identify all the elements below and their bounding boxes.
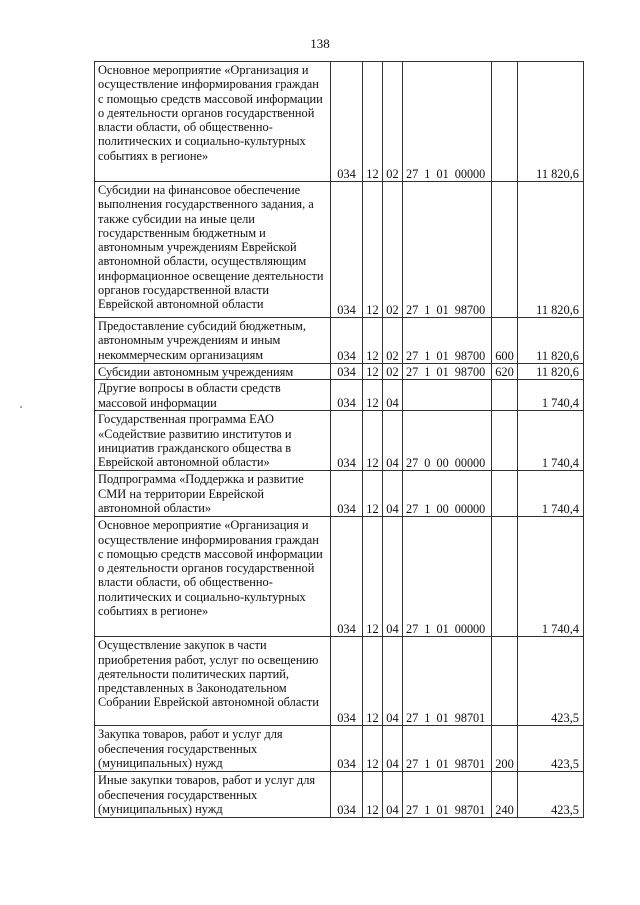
row-name: Основное мероприятие «Организация и осуществление информирования граждан с помощью средств массовой информации о деятельности органов государственной власти области, об общественно-политических и социально-культурных событиях в регионе» (95, 62, 331, 182)
target-article-code: 27 1 01 00000 (403, 62, 492, 182)
target-article-code: 27 1 01 98701 (403, 772, 492, 818)
section-code: 12 (363, 772, 383, 818)
row-name: Осуществление закупок в части приобретения работ, услуг по освещению деятельности политических партий, представленных в Законодательном Собрании Еврейской автономной области (95, 637, 331, 726)
expense-type-code (492, 182, 518, 318)
expense-type-code (492, 471, 518, 517)
expense-type-code: 620 (492, 364, 518, 380)
target-article-code: 27 1 01 98701 (403, 726, 492, 772)
expense-type-code (492, 517, 518, 637)
amount: 423,5 (518, 726, 584, 772)
section-code: 12 (363, 411, 383, 471)
row-name: Основное мероприятие «Организация и осуществление информирования граждан с помощью средств массовой информации о деятельности органов государственной власти области, об общественно-политических и социально-культурных событиях в регионе» (95, 517, 331, 637)
ministry-code: 034 (331, 364, 363, 380)
expense-type-code (492, 62, 518, 182)
section-code: 12 (363, 364, 383, 380)
expense-type-code: 240 (492, 772, 518, 818)
subsection-code: 04 (383, 637, 403, 726)
section-code: 12 (363, 517, 383, 637)
table-row (95, 517, 584, 637)
target-article-code: 27 1 00 00000 (403, 471, 492, 517)
ministry-code: 034 (331, 772, 363, 818)
target-article-code: 27 1 01 98701 (403, 637, 492, 726)
section-code: 12 (363, 182, 383, 318)
row-name: Подпрограмма «Поддержка и развитие СМИ на территории Еврейской автономной области» (95, 471, 331, 517)
row-name: Государственная программа ЕАО «Содействие развитию институтов и инициатив гражданского общества в Еврейской автономной области» (95, 411, 331, 471)
table-row (95, 637, 584, 726)
table-row (95, 380, 584, 411)
subsection-code: 04 (383, 772, 403, 818)
table-row (95, 726, 584, 772)
page-number: 138 (310, 36, 330, 51)
expense-type-code (492, 637, 518, 726)
target-article-code: 27 1 01 98700 (403, 364, 492, 380)
expense-type-code: 200 (492, 726, 518, 772)
ministry-code: 034 (331, 182, 363, 318)
row-name: Закупка товаров, работ и услуг для обеспечения государственных (муниципальных) нужд (95, 726, 331, 772)
section-code: 12 (363, 380, 383, 411)
section-code: 12 (363, 637, 383, 726)
subsection-code: 02 (383, 62, 403, 182)
subsection-code: 04 (383, 411, 403, 471)
target-article-code (403, 380, 492, 411)
row-name: Субсидии на финансовое обеспечение выполнения государственного задания, а также субсидии на иные цели государственным бюджетным и автономным учреждениям Еврейской автономной области, осуществляющим информационное освещение деятельности органов государственной власти Еврейской автономной области (95, 182, 331, 318)
expense-type-code (492, 411, 518, 471)
table-row (95, 364, 584, 380)
table-row (95, 62, 584, 182)
subsection-code: 04 (383, 380, 403, 411)
expense-type-code: 600 (492, 318, 518, 364)
amount: 1 740,4 (518, 471, 584, 517)
scan-speck (20, 406, 22, 408)
ministry-code: 034 (331, 62, 363, 182)
amount: 423,5 (518, 772, 584, 818)
subsection-code: 02 (383, 364, 403, 380)
amount: 11 820,6 (518, 364, 584, 380)
row-name: Предоставление субсидий бюджетным, автономным учреждениям и иным некоммерческим организациям (95, 318, 331, 364)
ministry-code: 034 (331, 318, 363, 364)
target-article-code: 27 1 01 98700 (403, 182, 492, 318)
section-code: 12 (363, 318, 383, 364)
amount: 11 820,6 (518, 62, 584, 182)
table-row (95, 772, 584, 818)
subsection-code: 02 (383, 182, 403, 318)
ministry-code: 034 (331, 411, 363, 471)
amount: 1 740,4 (518, 517, 584, 637)
section-code: 12 (363, 62, 383, 182)
subsection-code: 04 (383, 471, 403, 517)
subsection-code: 04 (383, 726, 403, 772)
amount: 1 740,4 (518, 380, 584, 411)
expense-type-code (492, 380, 518, 411)
ministry-code: 034 (331, 380, 363, 411)
subsection-code: 02 (383, 318, 403, 364)
ministry-code: 034 (331, 471, 363, 517)
table-row (95, 471, 584, 517)
section-code: 12 (363, 726, 383, 772)
budget-table (94, 61, 584, 818)
subsection-code: 04 (383, 517, 403, 637)
amount: 1 740,4 (518, 411, 584, 471)
ministry-code: 034 (331, 726, 363, 772)
ministry-code: 034 (331, 517, 363, 637)
row-name: Иные закупки товаров, работ и услуг для обеспечения государственных (муниципальных) нужд (95, 772, 331, 818)
table-row (95, 182, 584, 318)
target-article-code: 27 1 01 98700 (403, 318, 492, 364)
ministry-code: 034 (331, 637, 363, 726)
amount: 11 820,6 (518, 182, 584, 318)
table-row (95, 411, 584, 471)
amount: 11 820,6 (518, 318, 584, 364)
target-article-code: 27 1 01 00000 (403, 517, 492, 637)
table-row (95, 318, 584, 364)
row-name: Субсидии автономным учреждениям (95, 364, 331, 380)
section-code: 12 (363, 471, 383, 517)
row-name: Другие вопросы в области средств массовой информации (95, 380, 331, 411)
amount: 423,5 (518, 637, 584, 726)
target-article-code: 27 0 00 00000 (403, 411, 492, 471)
